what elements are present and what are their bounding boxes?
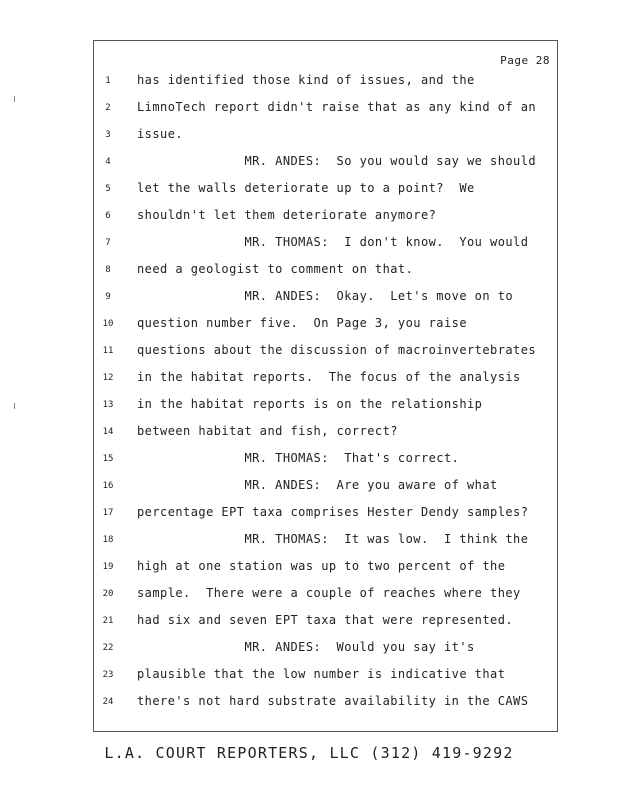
- line-text: MR. ANDES: Would you say it's: [137, 640, 475, 654]
- line-number: 6: [105, 211, 111, 221]
- transcript-line: [0, 207, 618, 229]
- transcript-line: [0, 126, 618, 148]
- line-text: questions about the discussion of macroinvertebrates: [137, 343, 537, 357]
- transcript-line: [0, 342, 618, 364]
- transcript-line: [0, 315, 618, 337]
- transcript-line: [0, 99, 618, 121]
- transcript-line: [0, 639, 618, 661]
- line-number: 9: [105, 292, 111, 302]
- transcript-line: [0, 558, 618, 580]
- line-text: MR. ANDES: Okay. Let's move on to: [137, 289, 514, 303]
- line-number: 3: [105, 130, 111, 140]
- line-number: 8: [105, 265, 111, 275]
- transcript-line: [0, 72, 618, 94]
- transcript-line: [0, 153, 618, 175]
- transcript-line: [0, 612, 618, 634]
- line-number: 1: [105, 76, 111, 86]
- transcript-line: [0, 666, 618, 688]
- court-reporter-footer: L.A. COURT REPORTERS, LLC (312) 419-9292: [104, 744, 514, 762]
- line-number: 16: [102, 481, 114, 491]
- line-number: 23: [102, 670, 114, 680]
- transcript-line: [0, 396, 618, 418]
- line-number: 11: [102, 346, 114, 356]
- line-number: 14: [102, 427, 114, 437]
- line-number: 4: [105, 157, 111, 167]
- line-text: MR. ANDES: So you would say we should: [137, 154, 537, 168]
- line-text: MR. ANDES: Are you aware of what: [137, 478, 498, 492]
- line-text: in the habitat reports is on the relationship: [137, 397, 483, 411]
- line-number: 2: [105, 103, 111, 113]
- line-text: between habitat and fish, correct?: [137, 424, 398, 438]
- line-number: 18: [102, 535, 114, 545]
- line-text: shouldn't let them deteriorate anymore?: [137, 208, 437, 222]
- line-text: sample. There were a couple of reaches where they: [137, 586, 521, 600]
- line-number: 21: [102, 616, 114, 626]
- transcript-line: [0, 369, 618, 391]
- line-number: 24: [102, 697, 114, 707]
- line-text: MR. THOMAS: It was low. I think the: [137, 532, 529, 546]
- line-text: percentage EPT taxa comprises Hester Dendy samples?: [137, 505, 529, 519]
- line-text: has identified those kind of issues, and the: [137, 73, 475, 87]
- line-number: 12: [102, 373, 114, 383]
- line-text: MR. THOMAS: That's correct.: [137, 451, 460, 465]
- transcript-line: [0, 531, 618, 553]
- line-number: 10: [102, 319, 114, 329]
- transcript-line: [0, 477, 618, 499]
- line-text: LimnoTech report didn't raise that as any kind of an: [137, 100, 537, 114]
- line-number: 17: [102, 508, 114, 518]
- transcript-line: [0, 180, 618, 202]
- line-number: 13: [102, 400, 114, 410]
- transcript-line: [0, 423, 618, 445]
- page-number: Page 28: [500, 54, 550, 67]
- line-number: 15: [102, 454, 114, 464]
- line-number: 7: [105, 238, 111, 248]
- transcript-line: [0, 585, 618, 607]
- line-number: 20: [102, 589, 114, 599]
- line-text: plausible that the low number is indicative that: [137, 667, 506, 681]
- line-text: issue.: [137, 127, 184, 141]
- transcript-line: [0, 261, 618, 283]
- line-text: in the habitat reports. The focus of the analysis: [137, 370, 521, 384]
- line-text: need a geologist to comment on that.: [137, 262, 414, 276]
- transcript-line: [0, 288, 618, 310]
- transcript-line: [0, 693, 618, 715]
- line-text: high at one station was up to two percent of the: [137, 559, 506, 573]
- line-number: 19: [102, 562, 114, 572]
- line-text: there's not hard substrate availability in the CAWS: [137, 694, 529, 708]
- transcript-line: [0, 234, 618, 256]
- line-number: 5: [105, 184, 111, 194]
- line-text: let the walls deteriorate up to a point? We: [137, 181, 475, 195]
- transcript-line: [0, 504, 618, 526]
- line-text: MR. THOMAS: I don't know. You would: [137, 235, 529, 249]
- line-text: question number five. On Page 3, you raise: [137, 316, 468, 330]
- line-text: had six and seven EPT taxa that were represented.: [137, 613, 514, 627]
- transcript-line: [0, 450, 618, 472]
- line-number: 22: [102, 643, 114, 653]
